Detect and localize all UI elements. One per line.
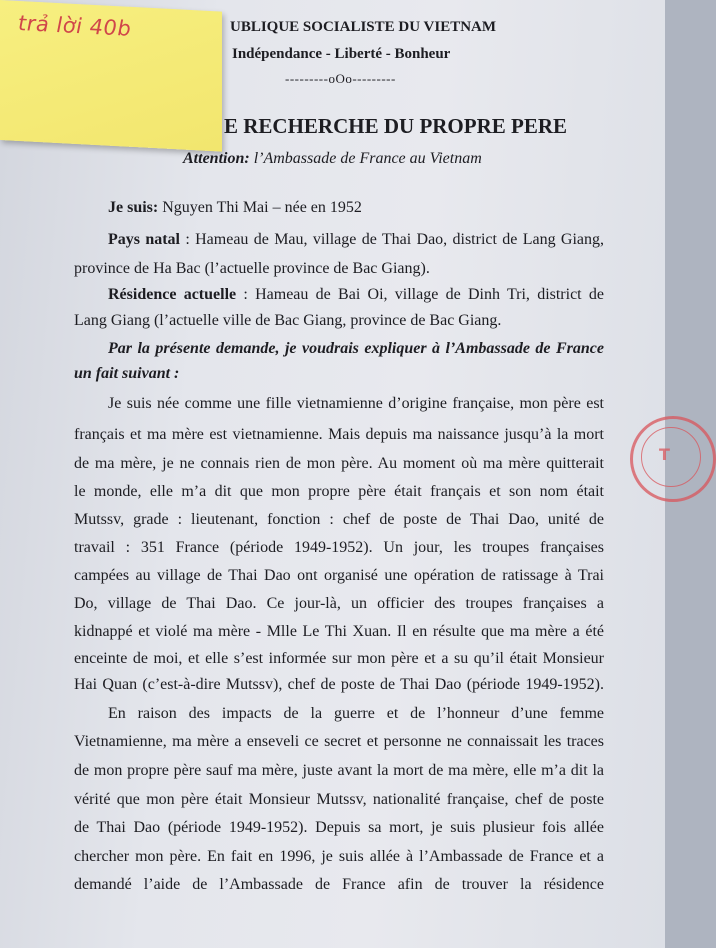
paragraph2-line: Vietnamienne, ma mère a enseveli ce secret et personne ne connaissait les traces xyxy=(74,733,604,750)
stamp-inner-ring xyxy=(641,427,701,487)
paragraph1-line: Do, village de Thai Dao. Ce jour-là, un officier des troupes françaises a xyxy=(74,595,604,612)
header-republic: UBLIQUE SOCIALISTE DU VIETNAM xyxy=(230,19,497,35)
red-stamp-seal xyxy=(630,416,716,502)
stamp-mark: T xyxy=(659,445,670,464)
paragraph1-line: Mutssv, grade : lieutenant, fonction : chef de poste de Thai Dao, unité de xyxy=(74,511,604,528)
pays-natal-label: Pays natal xyxy=(108,231,181,248)
header-separator: ---------oOo--------- xyxy=(285,71,396,86)
paragraph1-line: Hai Quan (c’est-à-dire Mutssv), chef de poste de Thai Dao (période 1949-1952). xyxy=(74,676,604,693)
sticky-note xyxy=(0,0,222,152)
request-line-1: Par la présente demande, je voudrais expliquer à l’Ambassade de France xyxy=(108,340,604,357)
paragraph2-line: chercher mon père. En fait en 1996, je suis allée à l’Ambassade de France et a xyxy=(74,848,604,865)
paragraph1-line: kidnappé et violé ma mère - Mlle Le Thi Xuan. Il en résulte que ma mère a été xyxy=(74,623,604,640)
residence-line-1 xyxy=(108,285,604,305)
attention-line xyxy=(183,150,482,168)
residence-label: Résidence actuelle xyxy=(108,286,237,303)
residence-value: : Hameau de Bai Oi, village de Dinh Tri, district de xyxy=(236,286,604,303)
je-suis-line xyxy=(108,198,604,218)
paragraph2-line: En raison des impacts de la guerre et de l’honneur d’une femme xyxy=(108,705,604,722)
attention-label: Attention: xyxy=(183,150,250,167)
paragraph1-line: français et ma mère est vietnamienne. Mais depuis ma naissance jusqu’à la mort xyxy=(74,426,604,443)
pays-natal-line-1 xyxy=(108,230,604,250)
paragraph2-line: de Thai Dao (période 1949-1952). Depuis sa mort, je suis plusieur fois allée xyxy=(74,819,604,836)
header-motto: Indépendance - Liberté - Bonheur xyxy=(232,46,451,62)
paragraph1-line: travail : 351 France (période 1949-1952). Un jour, les troupes françaises xyxy=(74,539,604,556)
paragraph2-line: vérité que mon père était Monsieur Mutssv, nationalité française, chef de poste xyxy=(74,791,604,808)
je-suis-value: Nguyen Thi Mai – née en 1952 xyxy=(158,199,362,216)
paragraph1-line: de ma mère, je ne connais rien de mon père. Au moment où ma mère quitterait xyxy=(74,455,604,472)
paragraph1-line: campées au village de Thai Dao ont organisé une opération de ratissage à Trai xyxy=(74,567,604,584)
attention-recipient: l’Ambassade de France au Vietnam xyxy=(249,150,482,167)
paragraph1-line: enceinte de moi, et elle s’est informée sur mon père et a su qu’il était Monsieur xyxy=(74,650,604,667)
request-line-2: un fait suivant : xyxy=(74,365,180,382)
paragraph1-line: Je suis née comme une fille vietnamienne d’origine française, mon père est xyxy=(108,395,604,412)
document-title: E RECHERCHE DU PROPRE PERE xyxy=(224,114,568,138)
paragraph2-line: demandé l’aide de l’Ambassade de France afin de trouver la résidence xyxy=(74,876,604,893)
paragraph2-line: de mon propre père sauf ma mère, juste avant la mort de ma mère, elle m’a dit la xyxy=(74,762,604,779)
je-suis-label: Je suis: xyxy=(108,199,159,216)
pays-natal-line-2: province de Ha Bac (l’actuelle province de Bac Giang). xyxy=(74,260,430,277)
paragraph1-line: le monde, elle m’a dit que mon propre père était français et son nom était xyxy=(74,483,604,500)
pays-natal-value: : Hameau de Mau, village de Thai Dao, district de Lang Giang, xyxy=(180,231,605,248)
sticky-note-handwriting: trả lời 40b xyxy=(18,10,132,41)
residence-line-2: Lang Giang (l’actuelle ville de Bac Giang, province de Bac Giang. xyxy=(74,312,502,329)
